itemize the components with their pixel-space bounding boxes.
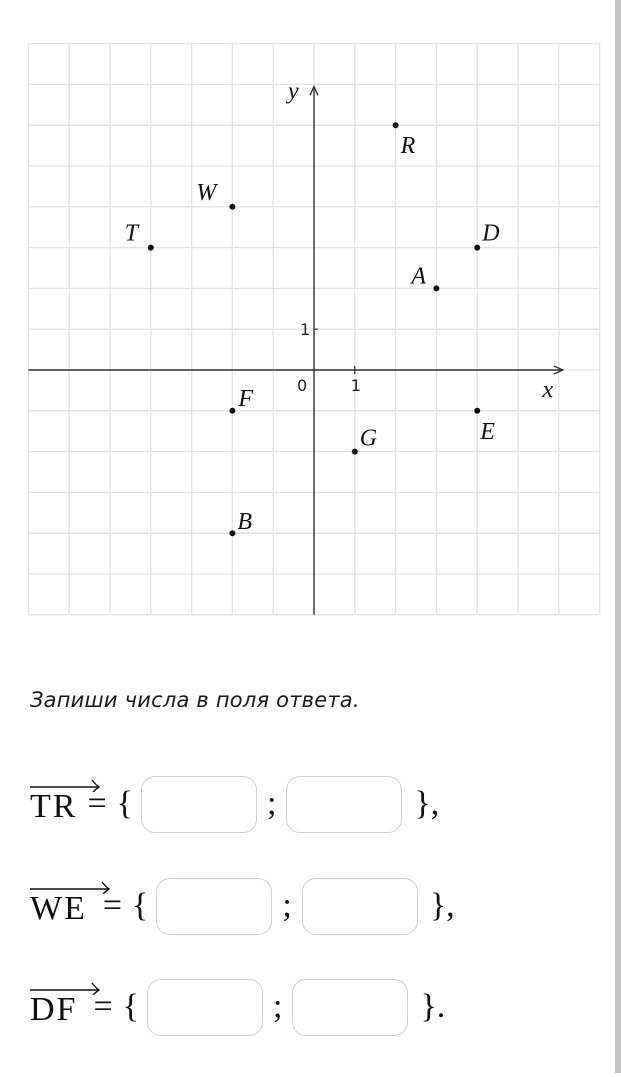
svg-text:1: 1	[350, 376, 361, 395]
vector-arrow-icon	[30, 880, 110, 894]
separator: ;	[266, 785, 277, 822]
open-brace: {	[132, 887, 149, 924]
svg-text:x: x	[542, 377, 554, 403]
scrollbar[interactable]	[615, 0, 621, 1073]
svg-text:y: y	[288, 78, 299, 105]
open-brace: {	[122, 988, 139, 1025]
tr-y-input[interactable]	[286, 776, 402, 833]
vector-arrow-icon	[30, 981, 100, 995]
vector-name: DF	[30, 991, 78, 1028]
vector-label	[30, 782, 77, 826]
point-t	[125, 221, 154, 251]
df-y-input[interactable]	[292, 979, 408, 1036]
tr-x-input[interactable]	[141, 776, 257, 833]
point-a	[409, 263, 439, 291]
we-x-input[interactable]	[156, 878, 272, 935]
vector-arrow-icon	[30, 778, 100, 792]
point-g	[352, 426, 377, 455]
close-brace: },	[414, 785, 440, 822]
svg-text:G: G	[359, 425, 378, 452]
point-d	[474, 221, 499, 251]
equals-sign: =	[93, 988, 113, 1025]
vector-label	[30, 985, 77, 1029]
df-x-input[interactable]	[147, 979, 263, 1036]
vector-name: WE	[30, 890, 87, 927]
instruction-text: Запиши числа в поля ответа.	[30, 688, 360, 712]
open-brace: {	[116, 785, 133, 822]
svg-text:E: E	[480, 418, 495, 445]
equals-sign: =	[102, 887, 123, 924]
separator: ;	[282, 887, 292, 924]
close-brace: }.	[420, 988, 446, 1025]
equation-row-df	[30, 976, 445, 1038]
equals-sign: =	[87, 785, 107, 822]
equation-row-tr	[30, 773, 439, 835]
vector-name: TR	[30, 788, 78, 825]
equation-row-we	[30, 875, 455, 937]
vector-label	[30, 884, 87, 928]
svg-text:1: 1	[300, 320, 311, 340]
we-y-input[interactable]	[302, 878, 418, 935]
svg-text:W: W	[196, 179, 217, 206]
point-w	[196, 180, 235, 210]
svg-text:A: A	[411, 263, 427, 290]
close-brace: },	[429, 887, 455, 924]
separator: ;	[272, 988, 283, 1025]
svg-text:0: 0	[297, 376, 308, 395]
svg-text:T: T	[124, 220, 139, 247]
axes	[28, 79, 562, 615]
svg-text:B: B	[237, 509, 253, 536]
svg-text:R: R	[400, 133, 416, 160]
svg-text:F: F	[238, 385, 254, 412]
svg-text:D: D	[482, 220, 500, 247]
